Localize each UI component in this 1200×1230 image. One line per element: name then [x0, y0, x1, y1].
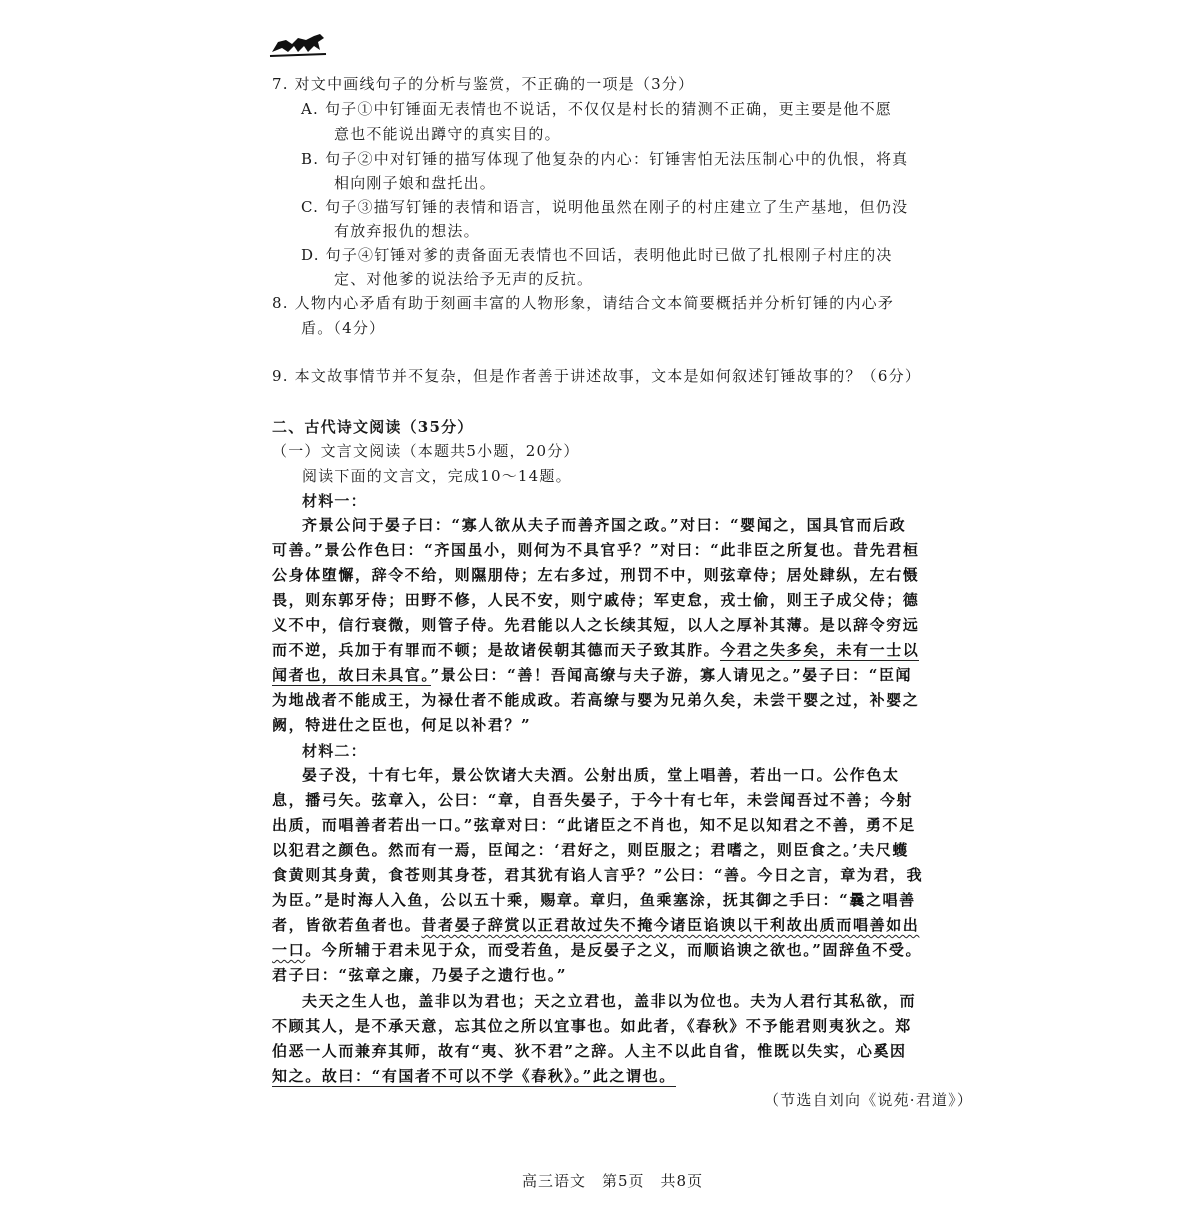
- m1-line: 齐景公问于晏子曰：“寡人欲从夫子而善齐国之政。”对曰：“婴闻之，国具官而后政: [302, 516, 907, 534]
- section2-instruction: 阅读下面的文言文，完成10～14题。: [302, 467, 572, 485]
- material1-label: 材料一：: [302, 492, 367, 510]
- m1-line: [272, 664, 912, 685]
- q7-stem: 7. 对文中画线句子的分析与鉴赏，不正确的一项是（3分）: [272, 75, 695, 93]
- m2-line: 君子曰：“弦章之廉，乃晏子之遗行也。”: [272, 966, 568, 984]
- q9: 9. 本文故事情节并不复杂，但是作者善于讲述故事，文本是如何叙述钉锤故事的？（6分）: [272, 367, 922, 385]
- m1-text: ”景公曰：“善！吾闻高缭与夫子游，寡人请见之。”晏子曰：“臣闻: [430, 666, 913, 684]
- bull-logo-icon: [268, 30, 328, 60]
- m1-line: 义不中，信行衰微，则管子侍。先君能以人之长续其短，以人之厚补其薄。是以辞令穷远: [272, 616, 920, 634]
- source-citation: （节选自刘向《说苑·君道》）: [764, 1091, 974, 1109]
- q7-option-d-line1: D. 句子④钉锤对爹的责备面无表情也不回话，表明他此时已做了扎根刚子村庄的决: [301, 246, 893, 264]
- m2-line: 食黄则其身黄，食苍则其身苍，君其犹有谄人言乎？”公曰：“善。今日之言，章为君，我: [272, 866, 924, 884]
- material2-label: 材料二：: [302, 742, 367, 760]
- m1-line: 为地战者不能成王，为禄仕者不能成政。若高缭与婴为兄弟久矣，未尝干婴之过，补婴之: [272, 691, 920, 709]
- m2-line: 不顾其人，是不承天意，忘其位之所以宜事也。如此者，《春秋》不予能君则夷狄之。郑: [272, 1017, 912, 1035]
- m2-line: 为臣。”是时海人入鱼，公以五十乘，赐章。章归，鱼乘塞涂，抚其御之手曰：“曩之唱善: [272, 891, 916, 909]
- m1-line: 阙，特进仕之臣也，何足以补君？”: [272, 716, 532, 734]
- m2-line: 伯恶一人而兼弃其师，故有“夷、狄不君”之辞。人主不以此自省，惟既以失实，心奚因: [272, 1042, 907, 1060]
- m2-line: 以犯君之颜色。然而有一焉，臣闻之：‘君好之，则臣服之；君嗜之，则臣食之。’夫尺蠖: [272, 841, 909, 859]
- m1-line: 可善。”景公作色曰：“齐国虽小，则何为不具官乎？”对曰：“此非臣之所复也。昔先君桓: [272, 541, 920, 559]
- m1-line: [272, 639, 919, 660]
- q7-option-a-line1: A. 句子①中钉锤面无表情也不说话，不仅仅是村长的猜测不正确，更主要是他不愿: [301, 100, 892, 118]
- q7-option-d-line2: 定、对他爹的说法给予无声的反抗。: [334, 270, 594, 288]
- section2-title: 二、古代诗文阅读（35分）: [272, 418, 474, 436]
- underlined-sentence: 今君之失多矣，未有一士以: [720, 641, 920, 659]
- underlined-sentence: 知之。故曰：“有国者不可以不学《春秋》。”此之谓也。: [272, 1067, 676, 1085]
- q8-line2: 盾。（4分）: [301, 319, 386, 337]
- m2-line: [272, 1065, 676, 1086]
- q7-option-c-line1: C. 句子③描写钉锤的表情和语言，说明他虽然在刚子的村庄建立了生产基地，但仍没: [301, 198, 909, 216]
- m2-text: 。今所辅于君未见于众，而受若鱼，是反晏子之义，而顺谄谀之欲也。”固辞鱼不受。: [305, 941, 923, 959]
- q7-option-c-line2: 有放弃报仇的想法。: [334, 222, 480, 240]
- m2-line: 息，播弓矢。弦章入，公曰：“章，自吾失晏子，于今十有七年，未尝闻吾过不善；今射: [272, 791, 914, 809]
- q7-option-b-line1: B. 句子②中对钉锤的描写体现了他复杂的内心：钉锤害怕无法压制心中的仇恨，将真: [301, 150, 909, 168]
- m2-line: 晏子没，十有七年，景公饮诸大夫酒。公射出质，堂上唱善，若出一口。公作色太: [302, 766, 900, 784]
- q8-line1: 8. 人物内心矛盾有助于刻画丰富的人物形象，请结合文本简要概括并分析钉锤的内心矛: [272, 294, 895, 312]
- m1-line: 畏，则东郭牙侍；田野不修，人民不安，则宁戚侍；军吏怠，戎士偷，则王子成父侍；德: [272, 591, 920, 609]
- q7-option-b-line2: 相向刚子娘和盘托出。: [334, 174, 497, 192]
- m1-line: 公身体堕懈，辞令不给，则隰朋侍；左右多过，刑罚不中，则弦章侍；居处肆纵，左右慑: [272, 566, 920, 584]
- wavy-underlined-sentence: 昔者晏子辞赏以正君故过失不掩今诸臣谄谀以干利故出质而唱善如出: [421, 916, 920, 934]
- underlined-sentence: 闻者也，故曰未具官。: [272, 666, 431, 684]
- section2-subtitle: （一）文言文阅读（本题共5小题，20分）: [272, 442, 580, 460]
- m2-line: [272, 914, 919, 935]
- q7-option-a-line2: 意也不能说出蹲守的真实目的。: [334, 125, 561, 143]
- m2-text: 者，皆欲若鱼者也。: [272, 916, 422, 934]
- m2-line: 出质，而唱善者若出一口。”弦章对曰：“此诸臣之不肖也，知不足以知君之不善，勇不足: [272, 816, 916, 834]
- m2-line: 夫天之生人也，盖非以为君也；天之立君也，盖非以为位也。夫为人君行其私欲，而: [302, 992, 917, 1010]
- m1-text: 而不逆，兵加于有罪而不顿；是故诸侯朝其德而天子致其胙。: [272, 641, 721, 659]
- m2-line: [272, 939, 922, 960]
- page-footer: 高三语文 第5页 共8页: [522, 1172, 704, 1190]
- wavy-underlined-sentence: 一口: [272, 941, 306, 959]
